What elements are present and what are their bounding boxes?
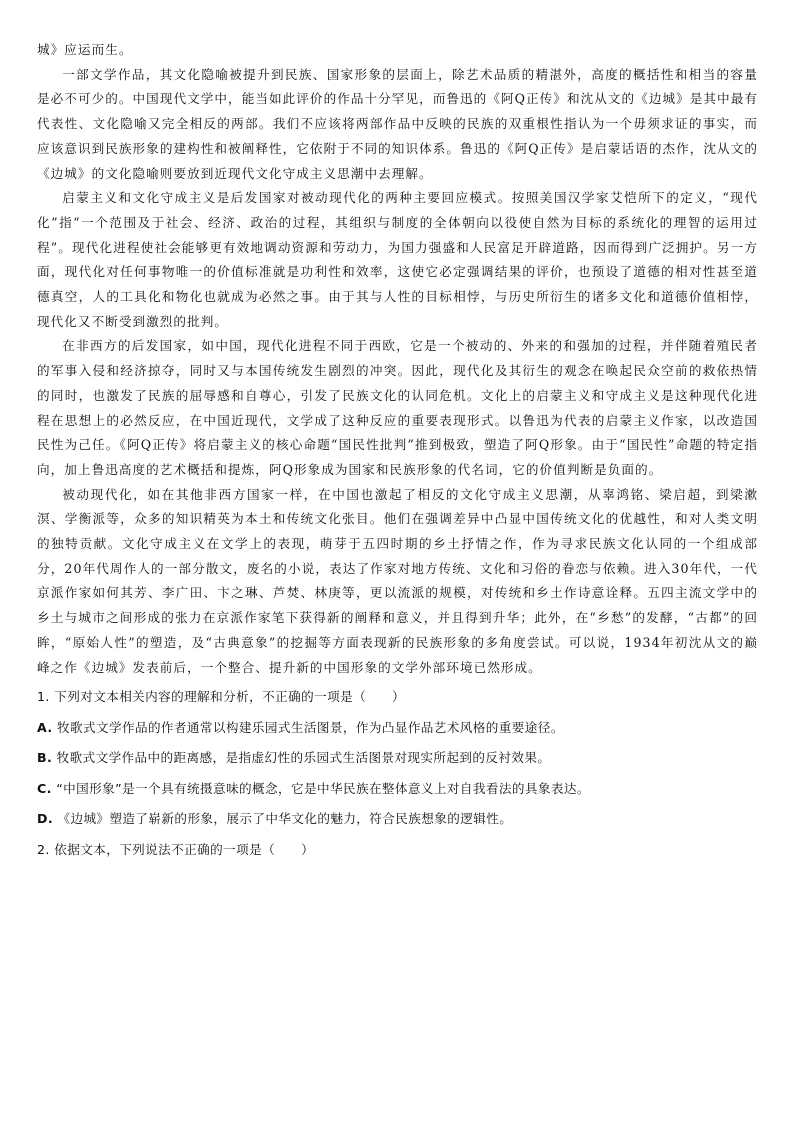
option-text: 牧歌式文学作品中的距离感，是指虚幻性的乐园式生活图景对现实所起到的反衬效果。 (56, 750, 551, 766)
option-a[interactable] (37, 713, 758, 744)
option-letter: B. (37, 750, 53, 766)
option-letter: D. (37, 811, 54, 827)
question-1 (37, 682, 758, 835)
option-text: “中国形象”是一个具有统摄意味的概念，它是中华民族在整体意义上对自我看法的具象表达。 (56, 780, 590, 796)
option-text: 《边城》塑造了崭新的形象，展示了中华文化的魅力，符合民族想象的逻辑性。 (57, 811, 513, 827)
option-text: 牧歌式文学作品的作者通常以构建乐园式生活图景，作为凸显作品艺术风格的重要途径。 (56, 719, 564, 735)
passage-paragraph-continuation: 城》应运而生。 (37, 42, 133, 57)
question-2 (37, 835, 758, 866)
option-c[interactable] (37, 774, 758, 805)
option-letter: A. (37, 719, 53, 735)
passage-paragraph: 启蒙主义和文化守成主义是后发国家对被动现代化的两种主要回应模式。按照美国汉学家艾恺所下的定义，“现代化”指“一个范围及于社会、经济、政治的过程，其组织与制度的全体朝向以役使自然为目标的系统化的理智的运用过程”。现代化进程使社会能够更有效地调动资源和劳动力，为国力强盛和人民富足开辟道路，因而得到广泛拥护。另一方面，现代化对任何事物唯一的价值标准就是功利性和效率，这使它必定强调结果的评价，也预设了道德的相对性甚至道德真空，人的工具化和物化也就成为必然之事。由于其与人性的目标相悖，与历史所衍生的诸多文化和道德价值相悖，现代化又不断受到激烈的批判。 (37, 190, 758, 329)
passage-paragraph: 在非西方的后发国家，如中国，现代化进程不同于西欧，它是一个被动的、外来的和强加的过程，并伴随着殖民者的军事入侵和经济掠夺，同时又与本国传统发生剧烈的冲突。因此，现代化及其衍生的观念在唤起民众空前的救依热情的同时，也激发了民族的屈辱感和自尊心，引发了民族文化的认同危机。文化上的启蒙主义和守成主义是这种现代化进程在思想上的必然反应，在中国近现代，文学成了这种反应的重要表现形式。以鲁迅为代表的启蒙主义作家，以改造国民性为己任。《阿Q正传》将启蒙主义的核心命题“国民性批判”推到极致，塑造了阿Q形象。由于“国民性”命题的特定指向，加上鲁迅高度的艺术概括和提炼，阿Q形象成为国家和民族形象的代名词，它的价值判断是负面的。 (37, 338, 758, 477)
question-stem: 1. 下列对文本相关内容的理解和分析，不正确的一项是（ ） (37, 689, 406, 705)
passage-paragraph: 一部文学作品，其文化隐喻被提升到民族、国家形象的层面上，除艺术品质的精湛外，高度的概括性和相当的容量是必不可少的。中国现代文学中，能当如此评价的作品十分罕见，而鲁迅的《阿Q正传》和沈从文的《边城》是其中最有代表性、文化隐喻又完全相反的两部。我们不应该将两部作品中反映的民族的双重根性指认为一个毋须求证的事实，而应该意识到民族形象的建构性和被阐释性，它依附于不同的知识体系。鲁迅的《阿Q正传》是启蒙话语的杰作，沈从文的《边城》的文化隐喻则要放到近现代文化守成主义思潮中去理解。 (37, 66, 758, 181)
passage-paragraph: 被动现代化，如在其他非西方国家一样，在中国也激起了相反的文化守成主义思潮，从辜鸿铭、梁启超，到梁漱溟、学衡派等，众多的知识精英为本土和传统文化张目。他们在强调差异中凸显中国传统文化的优越性，和对人类文明的独特贡献。文化守成主义在文学上的表现，萌芽于五四时期的乡土抒情之作，作为寻求民族文化认同的一个组成部分，20年代周作人的一部分散文，废名的小说，表达了作家对地方传统、文化和习俗的眷恋与依赖。进入30年代，一代京派作家如何其芳、李广田、卞之琳、芦焚、林庚等，更以流派的规模，对传统和乡土作诗意诠释。五四主流文学中的乡土与城市之间形成的张力在京派作家笔下获得新的阐释和意义，并且得到升华；此外，在“乡愁”的发酵，“古都”的回眸，“原始人性”的塑造，及“古典意象”的挖掘等方面表现新的民族形象的多角度尝试。可以说，1934年初沈从文的巅峰之作《边城》发表前后，一个整合、提升新的中国形象的文学外部环境已然形成。 (37, 486, 758, 675)
option-letter: C. (37, 780, 52, 796)
option-b[interactable] (37, 743, 758, 774)
option-d[interactable] (37, 804, 758, 835)
question-stem: 2. 依据文本，下列说法不正确的一项是（ ） (37, 841, 315, 857)
